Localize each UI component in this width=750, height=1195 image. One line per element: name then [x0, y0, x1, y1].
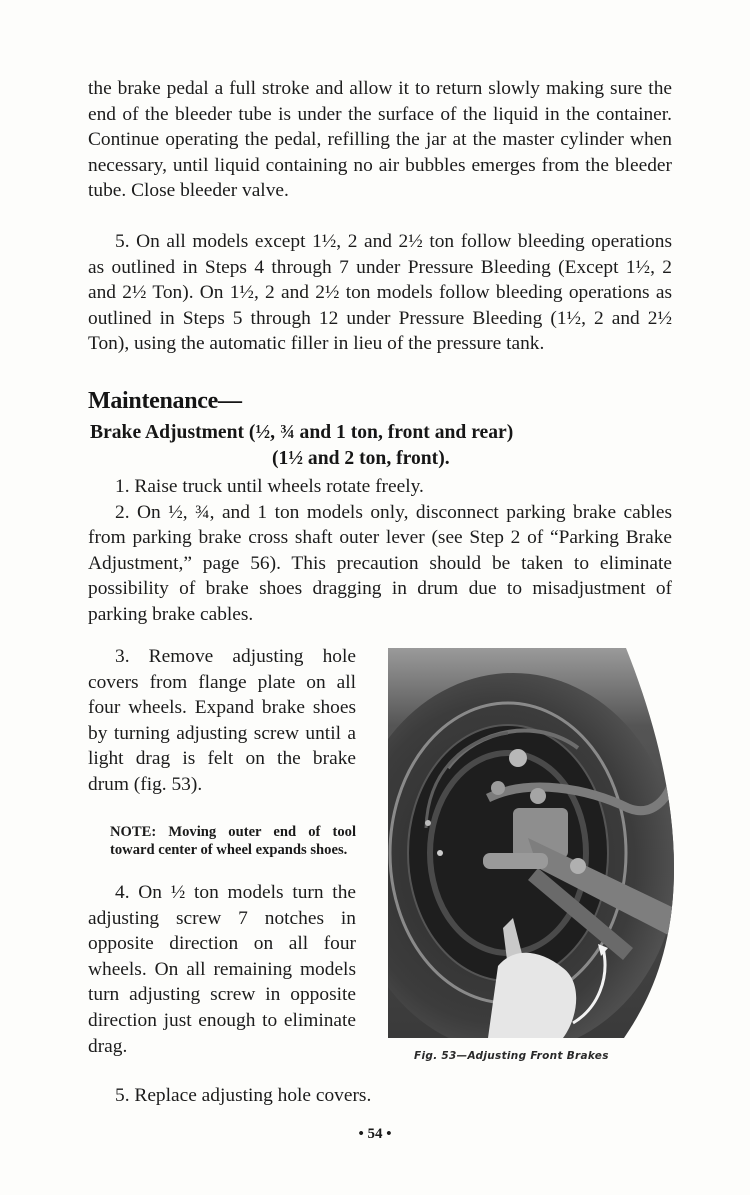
adjustment-step-5	[88, 1083, 672, 1109]
subsection-heading	[90, 420, 650, 472]
paragraph-bleed-step-5: 5. On all models except 1½, 2 and 2½ ton follow bleeding operations as outlined in Steps 4 through 7 under Pressure Bleeding (Except 1½, 2 and 2½ Ton). On 1½, 2 and 2½ ton models follow bleeding operations as outlined in Steps 5 through 12 under Pressure Bleeding (1½, 2 and 2½ Ton), using the automatic filler in lieu of the pressure tank.	[88, 231, 672, 355]
paragraph-bleed-step-4-continued: the brake pedal a full stroke and allow it to return slowly making sure the end of the bleeder tube is under the surface of the liquid in the container. Continue operating the pedal, refilling the jar at the master cylinder when necessary, until liquid containing no air bubbles emerges from the bleeder tube. Close bleeder valve.	[88, 78, 672, 202]
adjustment-step-4	[88, 880, 356, 1059]
bleeder-fitting	[509, 749, 527, 767]
adjustment-step-3	[88, 644, 356, 798]
figure-53-photo	[388, 648, 674, 1038]
subsection-heading-line-2: (1½ and 2 ton, front).	[272, 448, 450, 469]
step-5: 5. Replace adjusting hole covers.	[115, 1085, 372, 1106]
adjustment-steps-full-width	[88, 474, 672, 628]
section-heading: Maintenance—	[88, 388, 242, 414]
step-3: 3. Remove adjusting hole covers from flange plate on all four wheels. Expand brake shoes by turning adjusting screw until a light drag is felt on the brake drum (fig. 53).	[88, 646, 356, 795]
figure-caption: Fig. 53—Adjusting Front Brakes	[414, 1050, 609, 1062]
bleeding-continued-text	[88, 76, 672, 204]
step-1: 1. Raise truck until wheels rotate freely.	[115, 476, 424, 497]
step-2: 2. On ½, ¾, and 1 ton models only, disconnect parking brake cables from parking brake cross shaft outer lever (see Step 2 of “Parking Brake Adjustment,” page 56). This precaution should be taken to eliminate possibility of brake shoes dragging in drum due to misadjustment of parking brake cables.	[88, 501, 672, 625]
step-4: 4. On ½ ton models turn the adjusting screw 7 notches in opposite direction on all four wheels. On all remaining models turn adjusting screw in opposite direction just enough to eliminate drag.	[88, 882, 356, 1057]
subsection-heading-line-1: Brake Adjustment (½, ¾ and 1 ton, front and rear)	[90, 422, 514, 443]
note-text: NOTE: Moving outer end of tool toward center of wheel expands shoes.	[110, 824, 356, 858]
page-number: • 54 •	[358, 1126, 392, 1142]
bleeding-step-5	[88, 229, 672, 357]
